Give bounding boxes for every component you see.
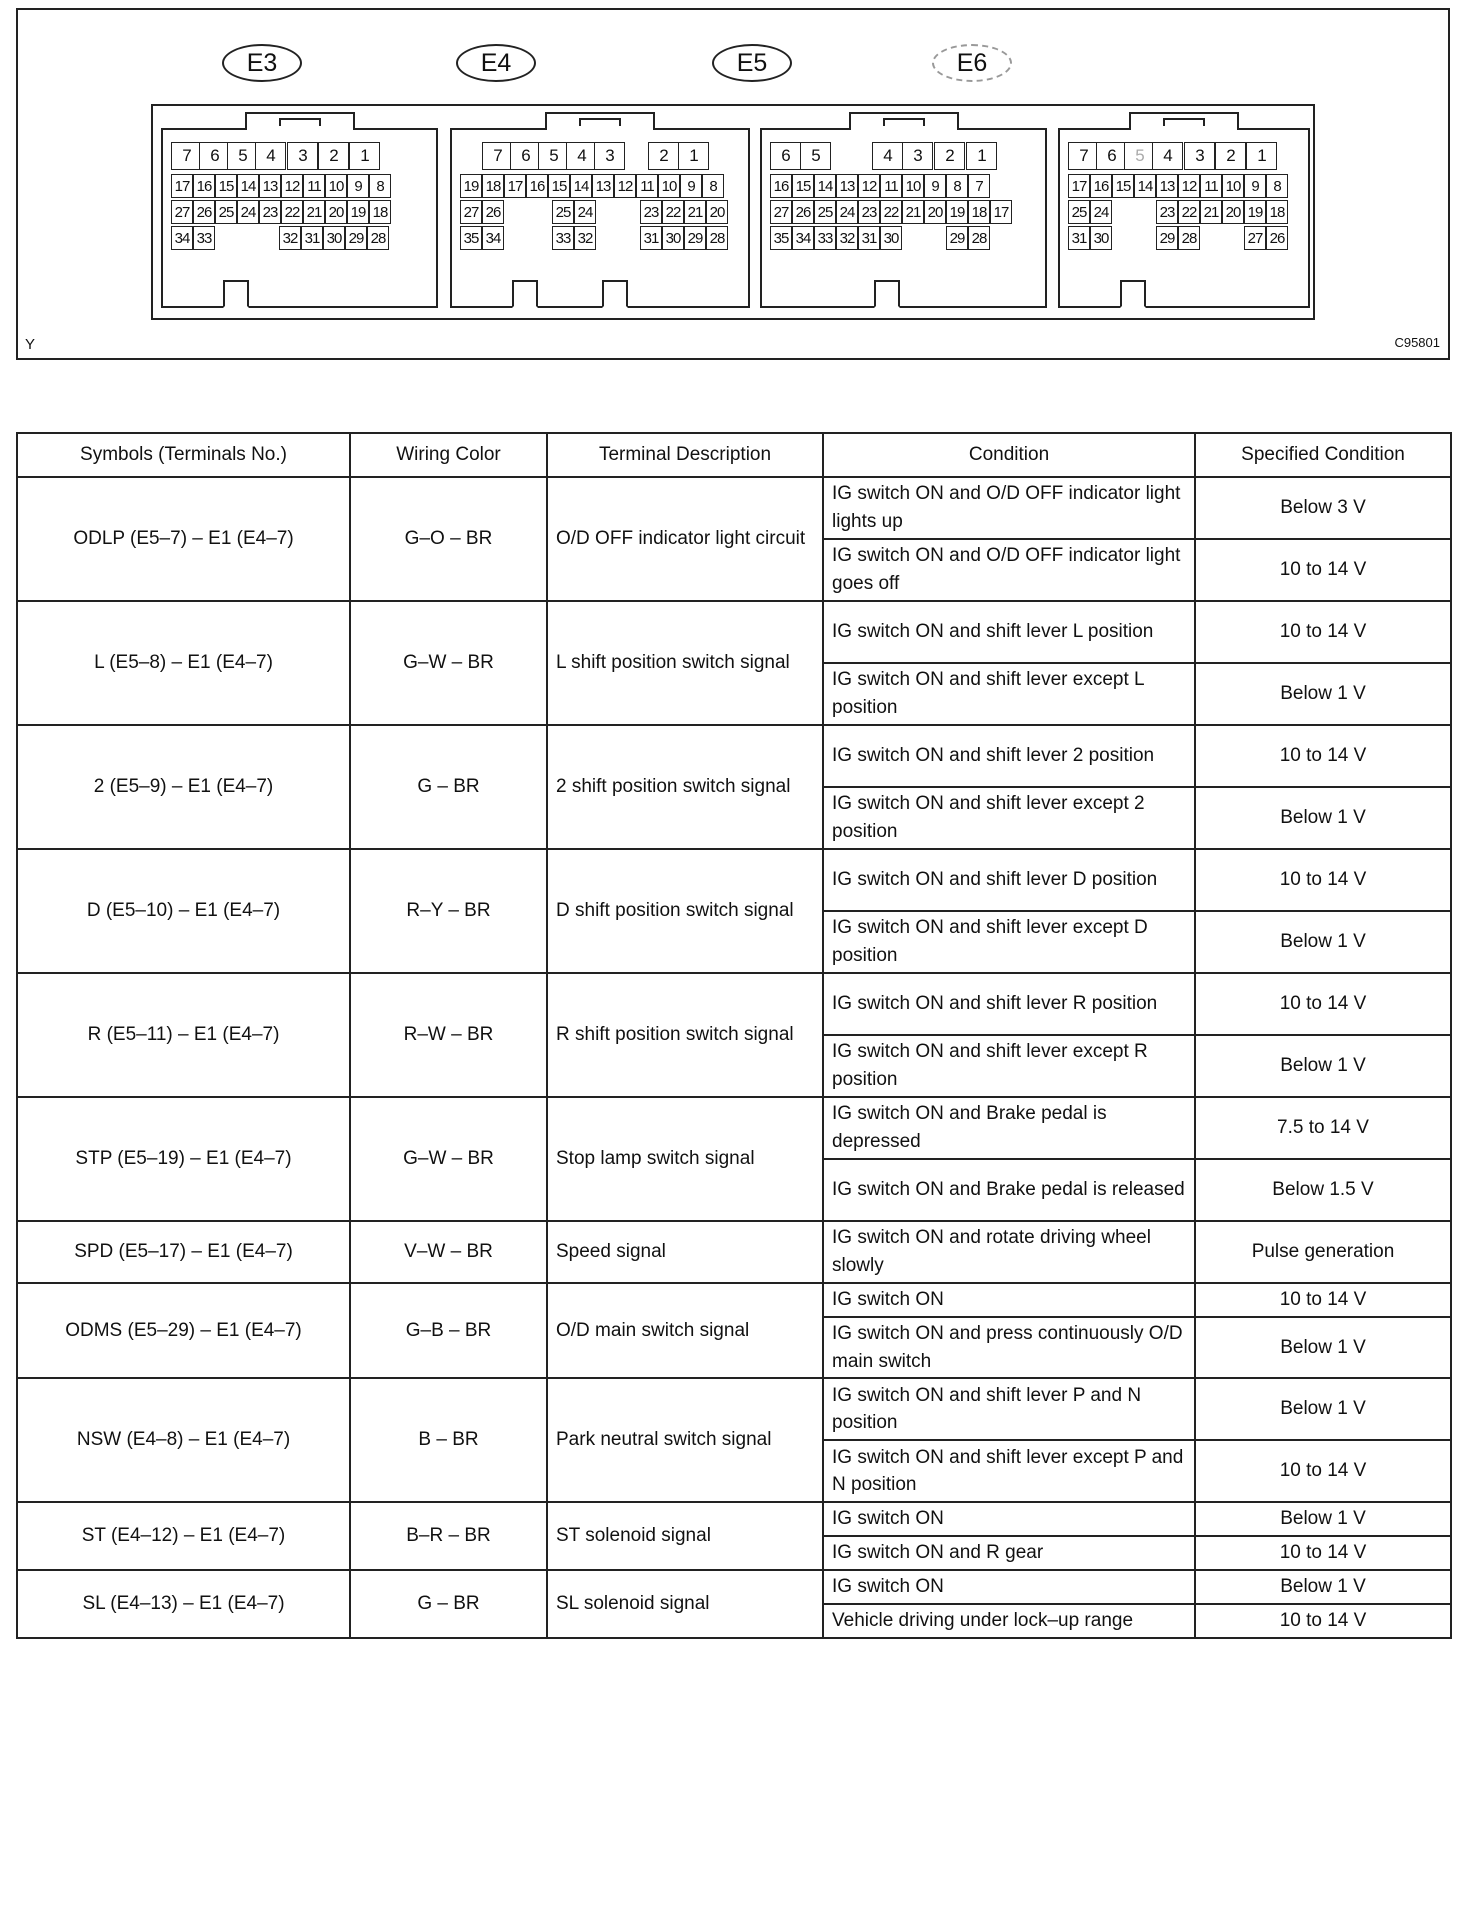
terminal-pin: 10: [902, 174, 924, 198]
condition-cell: IG switch ON and rotate driving wheel slowly: [823, 1221, 1195, 1283]
wiring-color-cell: G–B – BR: [350, 1283, 547, 1378]
terminal-pin: 15: [1112, 174, 1134, 198]
specified-condition-cell: 10 to 14 V: [1195, 725, 1451, 787]
terminal-pin: 2: [1215, 142, 1246, 170]
terminal-pin: 3: [1184, 142, 1215, 170]
terminal-pin: 11: [880, 174, 902, 198]
symbol-cell: NSW (E4–8) – E1 (E4–7): [17, 1378, 350, 1502]
symbol-cell: STP (E5–19) – E1 (E4–7): [17, 1097, 350, 1221]
symbol-cell: SPD (E5–17) – E1 (E4–7): [17, 1221, 350, 1283]
specified-condition-cell: Pulse generation: [1195, 1221, 1451, 1283]
terminal-pin: 25: [1068, 200, 1090, 224]
terminal-pin: 26: [1266, 226, 1288, 250]
condition-cell: IG switch ON: [823, 1502, 1195, 1536]
specified-condition-cell: Below 1 V: [1195, 1035, 1451, 1097]
terminal-pin: 23: [1156, 200, 1178, 224]
terminal-pin: 1: [1246, 142, 1277, 170]
terminal-pin: 15: [548, 174, 570, 198]
terminal-pin: 26: [193, 200, 215, 224]
terminal-pin: 11: [303, 174, 325, 198]
terminal-pin: 23: [640, 200, 662, 224]
description-cell: Park neutral switch signal: [547, 1378, 823, 1502]
connector-label-e3: E3: [222, 44, 302, 82]
terminal-pin: 16: [770, 174, 792, 198]
terminal-pin: 16: [1090, 174, 1112, 198]
condition-cell: IG switch ON and shift lever 2 position: [823, 725, 1195, 787]
condition-cell: IG switch ON and shift lever except L position: [823, 663, 1195, 725]
terminal-pin: 9: [924, 174, 946, 198]
terminal-pin: 28: [706, 226, 728, 250]
wiring-color-cell: G – BR: [350, 1570, 547, 1638]
terminal-pin: 5: [227, 142, 258, 170]
header-wiring-color: Wiring Color: [350, 433, 547, 477]
description-cell: R shift position switch signal: [547, 973, 823, 1097]
terminal-pin: 27: [1244, 226, 1266, 250]
specified-condition-cell: Below 3 V: [1195, 477, 1451, 539]
terminal-pin: 22: [880, 200, 902, 224]
terminal-pin: 30: [880, 226, 902, 250]
terminal-pin: 13: [259, 174, 281, 198]
connector-diagram: [16, 8, 1450, 360]
terminal-pin: 18: [482, 174, 504, 198]
terminal-pin: 10: [1222, 174, 1244, 198]
wiring-color-cell: G – BR: [350, 725, 547, 849]
symbol-cell: R (E5–11) – E1 (E4–7): [17, 973, 350, 1097]
specified-condition-cell: Below 1 V: [1195, 1317, 1451, 1378]
description-cell: D shift position switch signal: [547, 849, 823, 973]
specified-condition-cell: 7.5 to 14 V: [1195, 1097, 1451, 1159]
connector-e5: [760, 128, 1047, 308]
terminal-pin: 10: [325, 174, 347, 198]
figure-code: C95801: [1394, 335, 1440, 350]
terminal-pin: 31: [301, 226, 323, 250]
terminal-pin: 5: [538, 142, 569, 170]
condition-cell: IG switch ON and shift lever L position: [823, 601, 1195, 663]
specified-condition-cell: Below 1 V: [1195, 1378, 1451, 1440]
terminal-pin: 16: [193, 174, 215, 198]
terminal-pin: 11: [1200, 174, 1222, 198]
terminal-pin: 30: [1090, 226, 1112, 250]
terminal-pin: 1: [349, 142, 380, 170]
terminal-pin: 19: [1244, 200, 1266, 224]
terminal-pin: 12: [858, 174, 880, 198]
wiring-color-cell: R–Y – BR: [350, 849, 547, 973]
terminal-pin: 31: [1068, 226, 1090, 250]
terminal-pin: 8: [369, 174, 391, 198]
symbol-cell: 2 (E5–9) – E1 (E4–7): [17, 725, 350, 849]
condition-cell: IG switch ON and shift lever D position: [823, 849, 1195, 911]
terminal-pin: 1: [966, 142, 997, 170]
specified-condition-cell: 10 to 14 V: [1195, 539, 1451, 601]
terminal-pin: 8: [1266, 174, 1288, 198]
terminal-pin: 24: [574, 200, 596, 224]
terminal-pin: 27: [171, 200, 193, 224]
terminal-pin: 14: [814, 174, 836, 198]
table-header-row: [17, 433, 1451, 477]
terminal-pin: 34: [171, 226, 193, 250]
table-row: [17, 1378, 1451, 1440]
terminal-pin: 7: [1068, 142, 1099, 170]
terminal-pin: 28: [367, 226, 389, 250]
table-row: [17, 973, 1451, 1035]
table-row: [17, 1097, 1451, 1159]
terminal-pin: 20: [325, 200, 347, 224]
terminal-pin: 25: [552, 200, 574, 224]
terminal-pin: 28: [1178, 226, 1200, 250]
header-specified-condition: Specified Condition: [1195, 433, 1451, 477]
condition-cell: IG switch ON and shift lever except 2 position: [823, 787, 1195, 849]
specified-condition-cell: 10 to 14 V: [1195, 1283, 1451, 1317]
condition-cell: IG switch ON: [823, 1570, 1195, 1604]
symbol-cell: L (E5–8) – E1 (E4–7): [17, 601, 350, 725]
terminal-pin: 28: [968, 226, 990, 250]
terminal-pin: 17: [990, 200, 1012, 224]
symbol-cell: ST (E4–12) – E1 (E4–7): [17, 1502, 350, 1570]
terminal-pin: 3: [287, 142, 318, 170]
table-row: [17, 725, 1451, 787]
terminal-pin: 11: [636, 174, 658, 198]
wiring-color-cell: B–R – BR: [350, 1502, 547, 1570]
description-cell: Speed signal: [547, 1221, 823, 1283]
terminal-pin: 4: [1152, 142, 1183, 170]
connector-label-e4: E4: [456, 44, 536, 82]
terminal-pin: 29: [946, 226, 968, 250]
terminal-pin: 12: [1178, 174, 1200, 198]
terminal-pin: 17: [171, 174, 193, 198]
terminal-pin: 3: [594, 142, 625, 170]
specified-condition-cell: Below 1 V: [1195, 787, 1451, 849]
terminal-pin: 7: [171, 142, 202, 170]
terminal-pin: 9: [347, 174, 369, 198]
terminal-pin: 13: [592, 174, 614, 198]
specified-condition-cell: Below 1 V: [1195, 1502, 1451, 1536]
terminal-pin: 1: [678, 142, 709, 170]
description-cell: SL solenoid signal: [547, 1570, 823, 1638]
condition-cell: IG switch ON and shift lever except P and N position: [823, 1440, 1195, 1502]
condition-cell: IG switch ON and shift lever P and N position: [823, 1378, 1195, 1440]
terminal-pin: 21: [303, 200, 325, 224]
terminal-pin: 21: [684, 200, 706, 224]
terminal-pin: 24: [836, 200, 858, 224]
symbol-cell: ODMS (E5–29) – E1 (E4–7): [17, 1283, 350, 1378]
terminal-pin: 26: [792, 200, 814, 224]
wiring-color-cell: R–W – BR: [350, 973, 547, 1097]
terminal-pin: 8: [702, 174, 724, 198]
connector-e4: [450, 128, 750, 308]
connector-e6: [1058, 128, 1310, 308]
table-row: [17, 1570, 1451, 1604]
terminal-pin: 13: [1156, 174, 1178, 198]
terminal-pin: 14: [237, 174, 259, 198]
condition-cell: IG switch ON and O/D OFF indicator light goes off: [823, 539, 1195, 601]
description-cell: 2 shift position switch signal: [547, 725, 823, 849]
terminal-pin: 35: [460, 226, 482, 250]
terminal-pin: 30: [662, 226, 684, 250]
terminal-pin: 24: [1090, 200, 1112, 224]
terminal-pin: 5: [1124, 142, 1155, 170]
terminal-pin: 21: [902, 200, 924, 224]
specified-condition-cell: 10 to 14 V: [1195, 1440, 1451, 1502]
connector-e3: [161, 128, 438, 308]
terminal-pin: 21: [1200, 200, 1222, 224]
condition-cell: IG switch ON and press continuously O/D main switch: [823, 1317, 1195, 1378]
terminal-pin: 20: [924, 200, 946, 224]
header-terminal-description: Terminal Description: [547, 433, 823, 477]
condition-cell: IG switch ON and shift lever except D position: [823, 911, 1195, 973]
terminal-pin: 18: [369, 200, 391, 224]
terminal-pin: 9: [1244, 174, 1266, 198]
terminal-pin: 23: [858, 200, 880, 224]
terminal-pin: 22: [662, 200, 684, 224]
specified-condition-cell: Below 1.5 V: [1195, 1159, 1451, 1221]
terminal-pin: 4: [566, 142, 597, 170]
description-cell: O/D OFF indicator light circuit: [547, 477, 823, 601]
terminal-pin: 4: [872, 142, 903, 170]
description-cell: ST solenoid signal: [547, 1502, 823, 1570]
table-row: [17, 1221, 1451, 1283]
terminal-pin: 32: [574, 226, 596, 250]
terminal-pin: 6: [510, 142, 541, 170]
corner-code: Y: [25, 336, 36, 353]
terminal-pin: 26: [482, 200, 504, 224]
terminal-pin: 18: [968, 200, 990, 224]
specified-condition-cell: 10 to 14 V: [1195, 1604, 1451, 1638]
description-cell: L shift position switch signal: [547, 601, 823, 725]
terminal-pin: 6: [770, 142, 801, 170]
specified-condition-cell: Below 1 V: [1195, 663, 1451, 725]
table-row: [17, 477, 1451, 539]
wiring-color-cell: G–O – BR: [350, 477, 547, 601]
terminal-pin: 24: [237, 200, 259, 224]
wiring-color-cell: V–W – BR: [350, 1221, 547, 1283]
specified-condition-cell: Below 1 V: [1195, 1570, 1451, 1604]
terminal-pin: 14: [570, 174, 592, 198]
terminal-pin: 17: [504, 174, 526, 198]
terminal-pin: 22: [1178, 200, 1200, 224]
symbol-cell: SL (E4–13) – E1 (E4–7): [17, 1570, 350, 1638]
terminal-pin: 19: [460, 174, 482, 198]
specified-condition-cell: 10 to 14 V: [1195, 1536, 1451, 1570]
symbol-cell: D (E5–10) – E1 (E4–7): [17, 849, 350, 973]
terminal-pin: 2: [934, 142, 965, 170]
terminal-pin: 6: [1096, 142, 1127, 170]
description-cell: O/D main switch signal: [547, 1283, 823, 1378]
terminal-pin: 31: [858, 226, 880, 250]
condition-cell: IG switch ON and Brake pedal is depressed: [823, 1097, 1195, 1159]
terminal-pin: 15: [215, 174, 237, 198]
terminal-pin: 31: [640, 226, 662, 250]
condition-cell: IG switch ON and R gear: [823, 1536, 1195, 1570]
specified-condition-cell: Below 1 V: [1195, 911, 1451, 973]
terminal-pin: 33: [552, 226, 574, 250]
terminal-pin: 34: [792, 226, 814, 250]
terminal-pin: 33: [814, 226, 836, 250]
terminal-pin: 2: [648, 142, 679, 170]
terminal-pin: 33: [193, 226, 215, 250]
table-row: [17, 601, 1451, 663]
terminal-pin: 3: [902, 142, 933, 170]
terminal-pin: 12: [281, 174, 303, 198]
condition-cell: Vehicle driving under lock–up range: [823, 1604, 1195, 1638]
terminal-pin: 22: [281, 200, 303, 224]
connector-label-e6: E6: [932, 44, 1012, 82]
terminal-pin: 7: [968, 174, 990, 198]
terminal-pin: 30: [323, 226, 345, 250]
terminal-pin: 20: [1222, 200, 1244, 224]
terminal-pin: 29: [684, 226, 706, 250]
terminal-spec-table: [16, 432, 1452, 1639]
terminal-pin: 27: [770, 200, 792, 224]
table-row: [17, 1502, 1451, 1536]
terminal-pin: 32: [279, 226, 301, 250]
header-symbols: Symbols (Terminals No.): [17, 433, 350, 477]
table-row: [17, 849, 1451, 911]
condition-cell: IG switch ON and shift lever R position: [823, 973, 1195, 1035]
wiring-color-cell: G–W – BR: [350, 601, 547, 725]
terminal-pin: 14: [1134, 174, 1156, 198]
condition-cell: IG switch ON and Brake pedal is released: [823, 1159, 1195, 1221]
terminal-pin: 15: [792, 174, 814, 198]
wiring-color-cell: B – BR: [350, 1378, 547, 1502]
condition-cell: IG switch ON: [823, 1283, 1195, 1317]
header-condition: Condition: [823, 433, 1195, 477]
terminal-pin: 29: [1156, 226, 1178, 250]
terminal-pin: 2: [318, 142, 349, 170]
terminal-pin: 8: [946, 174, 968, 198]
condition-cell: IG switch ON and O/D OFF indicator light lights up: [823, 477, 1195, 539]
terminal-pin: 25: [215, 200, 237, 224]
terminal-pin: 34: [482, 226, 504, 250]
terminal-pin: 27: [460, 200, 482, 224]
terminal-pin: 17: [1068, 174, 1090, 198]
wiring-color-cell: G–W – BR: [350, 1097, 547, 1221]
terminal-pin: 29: [345, 226, 367, 250]
description-cell: Stop lamp switch signal: [547, 1097, 823, 1221]
terminal-pin: 20: [706, 200, 728, 224]
terminal-pin: 12: [614, 174, 636, 198]
terminal-pin: 16: [526, 174, 548, 198]
terminal-pin: 4: [255, 142, 286, 170]
terminal-pin: 32: [836, 226, 858, 250]
terminal-pin: 25: [814, 200, 836, 224]
terminal-pin: 19: [347, 200, 369, 224]
specified-condition-cell: 10 to 14 V: [1195, 849, 1451, 911]
terminal-pin: 7: [482, 142, 513, 170]
specified-condition-cell: 10 to 14 V: [1195, 601, 1451, 663]
terminal-pin: 19: [946, 200, 968, 224]
specified-condition-cell: 10 to 14 V: [1195, 973, 1451, 1035]
terminal-pin: 23: [259, 200, 281, 224]
terminal-pin: 10: [658, 174, 680, 198]
terminal-pin: 6: [199, 142, 230, 170]
terminal-pin: 9: [680, 174, 702, 198]
terminal-pin: 35: [770, 226, 792, 250]
table-body: [17, 477, 1451, 1638]
table-row: [17, 1283, 1451, 1317]
terminal-pin: 18: [1266, 200, 1288, 224]
connector-label-e5: E5: [712, 44, 792, 82]
terminal-pin: 5: [800, 142, 831, 170]
terminal-pin: 13: [836, 174, 858, 198]
condition-cell: IG switch ON and shift lever except R position: [823, 1035, 1195, 1097]
symbol-cell: ODLP (E5–7) – E1 (E4–7): [17, 477, 350, 601]
